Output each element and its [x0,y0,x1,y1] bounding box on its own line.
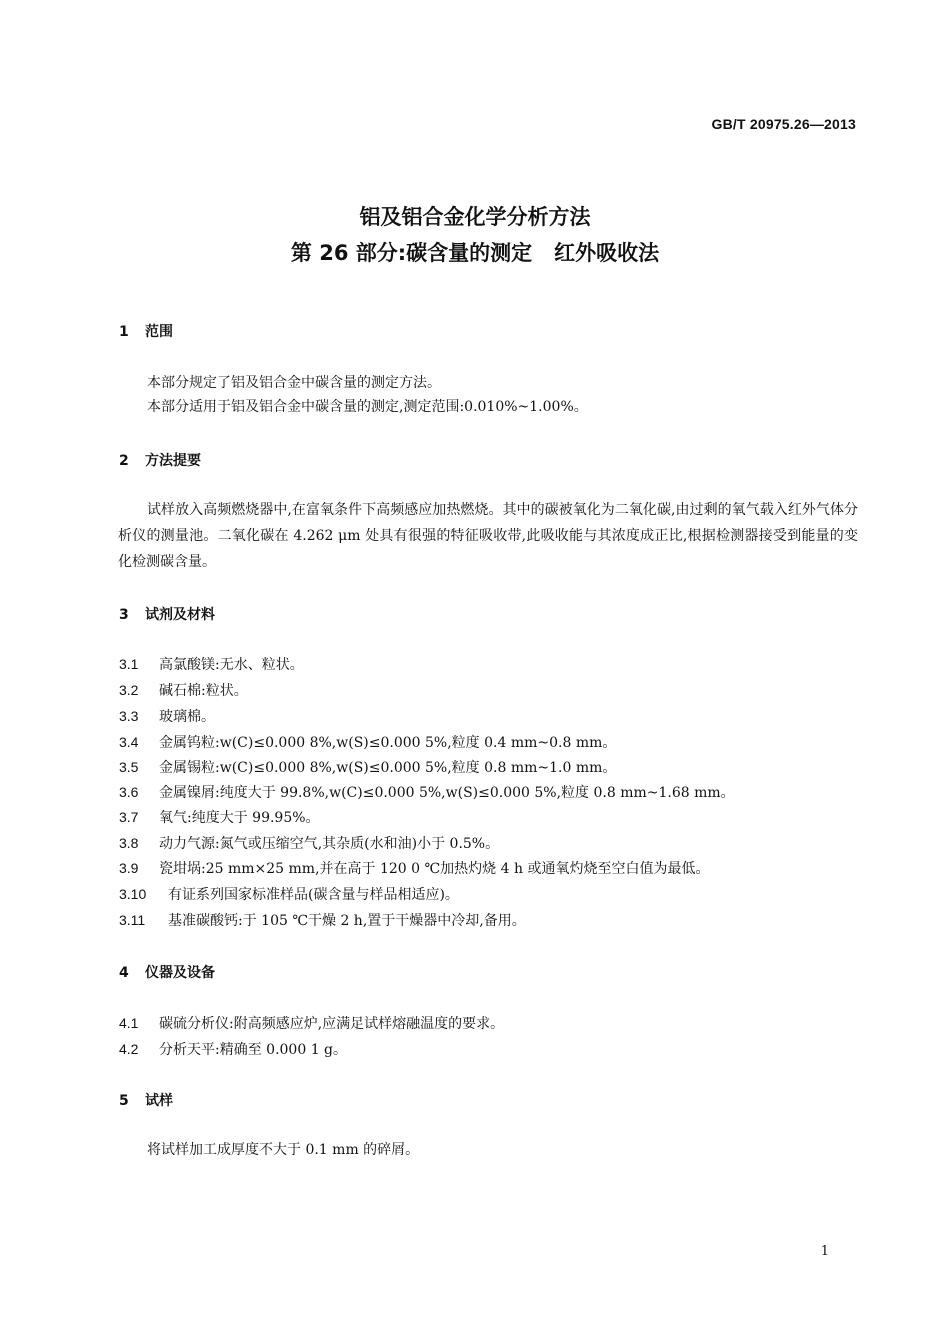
section-title: 范围 [145,324,173,340]
item-number: 4.1 [119,1015,139,1031]
item-text: 金属钨粒:w(C)≤0.000 8%,w(S)≤0.000 5%,粒度 0.4 mm~0.8 mm。 [159,735,617,751]
section-title: 试样 [145,1093,173,1109]
section-2-body [118,497,858,575]
paragraph: 将试样加工成厚度不大于 0.1 mm 的碎屑。 [147,1142,420,1158]
item-text: 基准碳酸钙:于 105 ℃干燥 2 h,置于干燥器中冷却,备用。 [168,913,526,929]
standard-code: GB/T 20975.26—2013 [711,116,856,132]
list-item [119,807,320,827]
list-item [119,858,709,878]
section-1-body [118,371,858,419]
list-item [119,654,304,674]
item-text: 玻璃棉。 [159,709,215,725]
list-item [119,833,499,853]
list-item [119,680,248,700]
list-item [119,757,616,777]
item-number: 3.10 [119,886,147,902]
item-text: 有证系列国家标准样品(碳含量与样品相适应)。 [168,887,459,903]
list-item [119,884,459,904]
item-number: 3.5 [119,759,139,775]
section-1-heading [119,321,173,341]
section-3-heading [119,604,215,624]
item-text: 金属锡粒:w(C)≤0.000 8%,w(S)≤0.000 5%,粒度 0.8 mm~1.0 mm。 [159,760,617,776]
item-text: 碳硫分析仪:附高频感应炉,应满足试样熔融温度的要求。 [159,1016,505,1032]
item-number: 3.1 [119,656,139,672]
paragraph: 试样放入高频燃烧器中,在富氧条件下高频感应加热燃烧。其中的碳被氧化为二氧化碳,由过剩的氧气载入红外气体分析仪的测量池。二氧化碳在 4.262 μm 处具有很强的特征吸收带,此吸收能与其浓度成正比,根据检测器接受到能量的变化检测碳含量。 [118,502,858,570]
item-number: 3.9 [119,860,139,876]
document-title: 铝及铝合金化学分析方法 [359,205,591,229]
list-item [119,1039,347,1059]
section-5-body [118,1138,858,1162]
section-number: 2 [119,453,129,469]
section-title: 仪器及设备 [145,965,215,981]
section-number: 3 [119,607,129,623]
item-text: 瓷坩埚:25 mm×25 mm,并在高于 120 0 ℃加热灼烧 4 h 或通氧灼烧至空白值为最低。 [159,861,710,877]
item-text: 分析天平:精确至 0.000 1 g。 [159,1042,348,1058]
section-number: 4 [119,965,129,981]
paragraph: 本部分适用于铝及铝合金中碳含量的测定,测定范围:0.010%~1.00%。 [147,399,588,415]
section-title: 试剂及材料 [145,607,215,623]
item-number: 3.6 [119,784,139,800]
item-text: 动力气源:氮气或压缩空气,其杂质(水和油)小于 0.5%。 [159,836,500,852]
list-item [119,706,215,726]
list-item [119,782,735,802]
item-text: 碱石棉:粒状。 [159,683,248,699]
item-text: 氧气:纯度大于 99.95%。 [159,810,320,826]
item-number: 3.8 [119,835,139,851]
list-item [119,1013,504,1033]
item-number: 3.7 [119,809,139,825]
paragraph: 本部分规定了铝及铝合金中碳含量的测定方法。 [147,375,441,391]
document-subtitle: 第 26 部分:碳含量的测定 红外吸收法 [290,241,660,265]
section-5-heading [119,1090,173,1110]
item-number: 4.2 [119,1041,139,1057]
item-number: 3.2 [119,682,139,698]
section-number: 5 [119,1093,129,1109]
item-number: 3.4 [119,734,139,750]
section-2-heading [119,450,201,470]
item-text: 金属镍屑:纯度大于 99.8%,w(C)≤0.000 5%,w(S)≤0.000 5%,粒度 0.8 mm~1.68 mm。 [159,785,735,801]
item-number: 3.3 [119,708,139,724]
section-4-heading [119,962,215,982]
item-text: 高氯酸镁:无水、粒状。 [159,657,304,673]
section-number: 1 [119,324,129,340]
page-number: 1 [820,1244,829,1259]
list-item [119,910,526,930]
section-title: 方法提要 [145,453,201,469]
item-number: 3.11 [119,912,146,928]
list-item [119,732,616,752]
